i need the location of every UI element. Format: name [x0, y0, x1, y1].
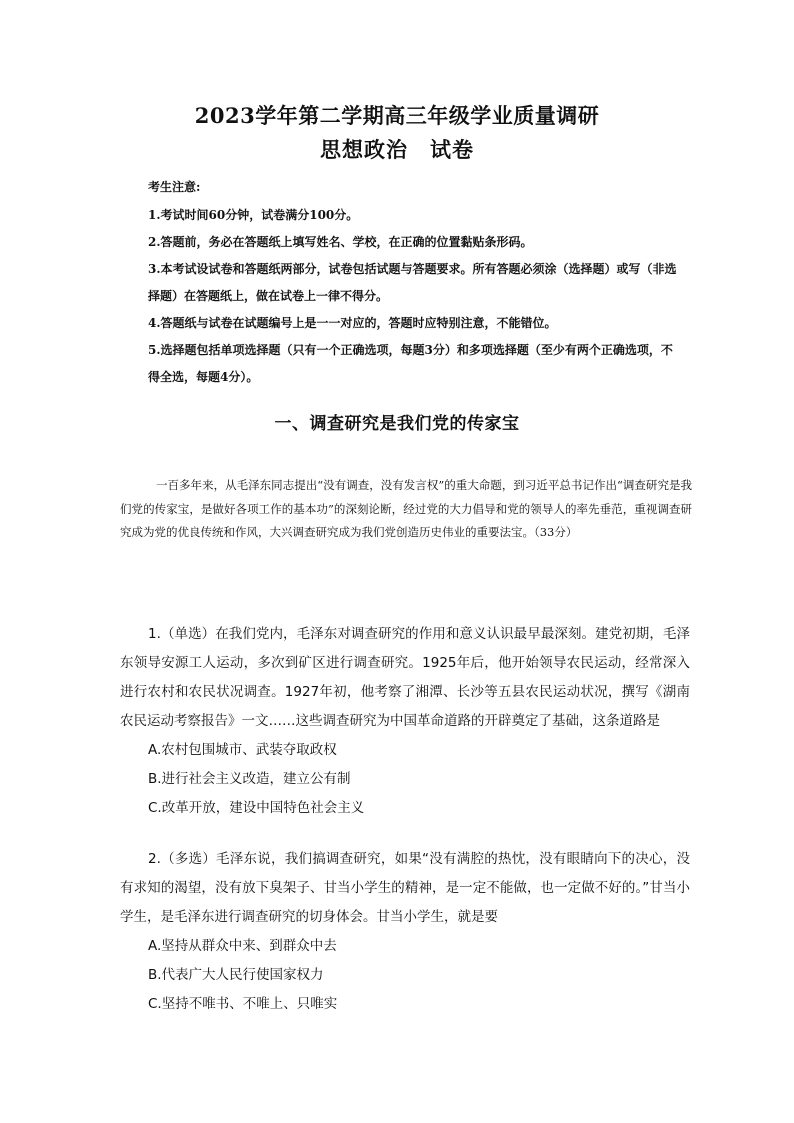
notice-item: 2.答题前，务必在答题纸上填写姓名、学校，在正确的位置黏贴条形码。: [148, 235, 533, 249]
notice-heading: 考生注意:: [148, 180, 201, 194]
option-c: C.改革开放，建设中国特色社会主义: [148, 800, 365, 816]
question-1: [120, 620, 690, 823]
exam-subtitle: [0, 134, 794, 164]
section-intro: [120, 474, 692, 545]
notice-item: 1.考试时间60分钟，试卷满分100分。: [148, 208, 359, 222]
question-2: [120, 845, 690, 1019]
notice-item: 3.本考试设试卷和答题纸两部分，试卷包括试题与答题要求。所有答题必须涂（选择题）或写（非选择题）在答题纸上，做在试卷上一律不得分。: [148, 262, 677, 303]
candidate-notice: [148, 174, 678, 201]
option-c: C.坚持不唯书、不唯上、只唯实: [148, 996, 338, 1012]
paper-label: 试卷: [430, 137, 474, 162]
option-b: B.代表广大人民行使国家权力: [148, 967, 324, 983]
exam-title: 2023学年第二学期高三年级学业质量调研: [194, 103, 600, 128]
notice-item: 4.答题纸与试卷在试题编号上是一一对应的，答题时应特别注意，不能错位。: [148, 316, 557, 330]
option-a: A.坚持从群众中来、到群众中去: [148, 938, 337, 954]
intro-paragraph: 一百多年来，从毛泽东同志提出“没有调查，没有发言权”的重大命题，到习近平总书记作出“调查研究是我们党的传家宝，是做好各项工作的基本功”的深刻论断，经过党的大力倡导和党的领导人的率先垂范，重视调查研究成为党的优良传统和作风，大兴调查研究成为我们党创造历史伟业的重要法宝。（33分）: [120, 478, 692, 539]
notice-item: 5.选择题包括单项选择题（只有一个正确选项，每题3分）和多项选择题（至少有两个正确选项，不得全选，每题4分）。: [148, 343, 673, 384]
question-stem: 2.（多选）毛泽东说，我们搞调查研究，如果“没有满腔的热忱，没有眼睛向下的决心，没有求知的渴望，没有放下臭架子、甘当小学生的精神，是一定不能做，也一定做不好的。”甘当小学生，是毛泽东进行调查研究的切身体会。甘当小学生，就是要: [120, 851, 690, 925]
section-title: 一、调查研究是我们党的传家宝: [274, 414, 520, 434]
subject-name: 思想政治: [320, 137, 408, 162]
option-a: A.农村包围城市、武装夺取政权: [148, 742, 337, 758]
question-stem: 1.（单选）在我们党内，毛泽东对调查研究的作用和意义认识最早最深刻。建党初期，毛泽东领导安源工人运动，多次到矿区进行调查研究。1925年后，他开始领导农民运动，经常深入进行农村和农民状况调查。1927年初，他考察了湘潭、长沙等五县农民运动状况，撰写《湖南农民运动考察报告》一文……这些调查研究为中国革命道路的开辟奠定了基础，这条道路是: [120, 626, 690, 729]
option-b: B.进行社会主义改造，建立公有制: [148, 771, 351, 787]
